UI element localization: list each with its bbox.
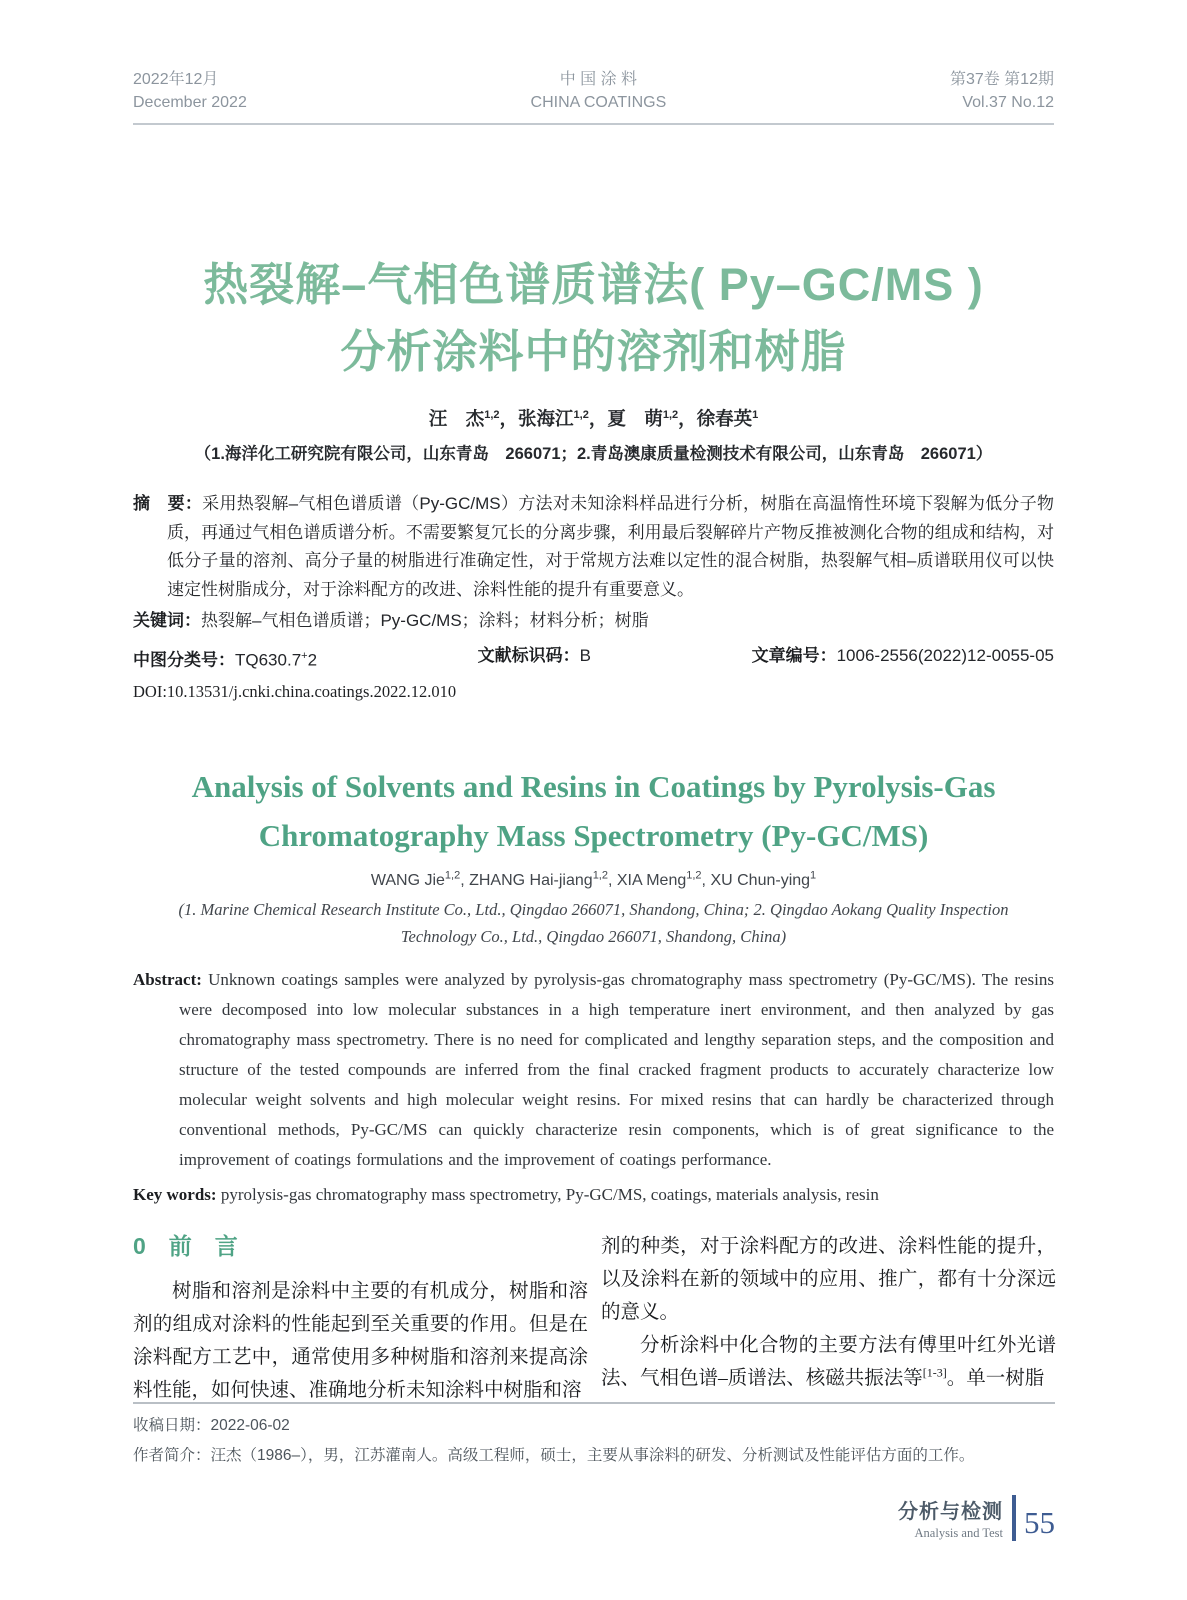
article-title-cn-line2: 分析涂料中的溶剂和树脂 xyxy=(340,326,847,377)
authors-en xyxy=(0,870,1187,890)
footer-section-en: Analysis and Test xyxy=(914,1526,1003,1540)
author-affiliation-superscript: 1,2 xyxy=(686,869,702,882)
page-header xyxy=(133,68,1054,125)
header-volume-issue xyxy=(950,68,1054,114)
author-name: ，徐春英$^1$ xyxy=(678,408,759,429)
keywords-en xyxy=(133,1181,1054,1209)
author-name: , XU Chun-ying$^1$ xyxy=(701,869,817,889)
footer-section-cn: 分析与检测 xyxy=(898,1501,1003,1523)
author-affiliation-superscript: 1,2 xyxy=(592,869,608,882)
document-code: 文献标识码：B xyxy=(477,646,591,665)
meta-row xyxy=(133,642,1054,675)
author-affiliation-superscript: 1,2 xyxy=(662,408,679,421)
section-heading: 0 前 言 xyxy=(133,1233,238,1259)
doi: DOI:10.13531/j.cnki.china.coatings.2022.12.010 xyxy=(133,681,457,701)
introduction-section xyxy=(133,1230,1055,1407)
author-name: WANG Jie$^{1,2}$ xyxy=(370,869,461,889)
article-id: 文章编号：1006-2556(2022)12-0055-05 xyxy=(751,646,1054,665)
journal-name-cn: 中 国 涂 料 xyxy=(559,71,638,88)
intro-paragraph-right-1: 剂的种类，对于涂料配方的改进、涂料性能的提升，以及涂料在新的领域中的应用、推广，都有十分深远的意义。 xyxy=(601,1236,1056,1323)
volume-issue-en: Vol.37 No.12 xyxy=(962,94,1054,111)
author-affiliation-superscript: 1,2 xyxy=(484,408,500,421)
intro-paragraph-left: 树脂和溶剂是涂料中主要的有机成分，树脂和溶剂的组成对涂料的性能起到至关重要的作用。但是在涂料配方工艺中，通常使用多种树脂和溶剂来提高涂料性能，如何快速、准确地分析未知涂料中树脂和溶 xyxy=(133,1281,588,1401)
header-date-cn: 2022年12月 xyxy=(133,71,219,88)
header-journal-name xyxy=(531,68,667,114)
abstract-label-en: Abstract: xyxy=(133,969,202,989)
author-name: ，张海江$^{1,2}$ xyxy=(499,408,589,429)
article-title-cn xyxy=(0,251,1187,385)
author-name: ，夏 萌$^{1,2}$ xyxy=(588,408,679,429)
keywords-label-en: Key words: xyxy=(133,1184,217,1204)
footer-divider-bar xyxy=(1012,1495,1016,1541)
footer-section-names xyxy=(898,1495,1003,1541)
page-number: 55 xyxy=(1024,1505,1055,1540)
keywords-text-cn: 热裂解–气相色谱质谱；Py-GC/MS；涂料；材料分析；树脂 xyxy=(201,611,649,630)
footnote-divider xyxy=(133,1402,1055,1404)
author-name: 汪 杰$^{1,2}$ xyxy=(428,408,500,429)
journal-name-en: CHINA COATINGS xyxy=(530,94,667,111)
received-date: 收稿日期：2022-06-02 xyxy=(133,1417,290,1434)
abstract-text-cn: 采用热裂解–气相色谱质谱（Py-GC/MS）方法对未知涂料样品进行分析，树脂在高温惰性环境下裂解为低分子物质，再通过气相色谱质谱分析。不需要繁复冗长的分离步骤，利用最后裂解碎片产物反推被测化合物的组成和结构，对低分子量的溶剂、高分子量的树脂进行准确定性，对于常规方法难以定性的混合树脂，热裂解气相–质谱联用仪可以快速定性树脂成分，对于涂料配方的改进、涂料性能的提升有重要意义。 xyxy=(167,494,1054,599)
header-issue-date xyxy=(133,68,247,114)
intro-paragraph-right-2: 分析涂料中化合物的主要方法有傅里叶红外光谱法、气相色谱–质谱法、核磁共振法等[1-3]。单一树脂 xyxy=(601,1335,1056,1389)
keywords-text-en: pyrolysis-gas chromatography mass spectrometry, Py-GC/MS, coatings, materials analysis, resin xyxy=(220,1184,879,1204)
author-name: , XIA Meng$^{1,2}$ xyxy=(607,869,702,889)
authors-cn xyxy=(0,405,1187,431)
author-affiliation-superscript: 1,2 xyxy=(444,869,461,882)
intro-column-right xyxy=(601,1230,1056,1407)
keywords-cn xyxy=(133,606,1054,636)
author-affiliation-superscript: 1 xyxy=(752,408,759,421)
article-title-en-line1: Analysis of Solvents and Resins in Coatings by Pyrolysis-Gas xyxy=(191,768,996,804)
abstract-text-en: Unknown coatings samples were analyzed by pyrolysis-gas chromatography mass spectrometry (Py-GC/MS). The resins were decomposed into low molecular substances in a high temperature inert environment, and then analyzed by gas chromatography mass spectrometry. There is no need for complicated and lengthy separation steps, and the composition and structure of the tested compounds are inferred from the final cracked fragment products to accurately characterize low molecular weight solvents and high molecular weight resins. For mixed resins that can hardly be characterized through conventional methods, Py-GC/MS can quickly characterize resin components, which is of great significance to the improvement of coatings formulations and the improvement of coatings performance. xyxy=(179,969,1055,1169)
abstract-cn xyxy=(133,490,1054,604)
article-title-en-line2: Chromatography Mass Spectrometry (Py-GC/MS) xyxy=(258,817,929,853)
abstract-label-cn: 摘 要： xyxy=(133,494,203,513)
author-affiliation-superscript: 1,2 xyxy=(573,408,589,421)
header-date-en: December 2022 xyxy=(133,94,247,111)
clc-number: 中图分类号：TQ630.7+2 xyxy=(133,650,318,670)
article-title-cn-line1: 热裂解–气相色谱质谱法( Py–GC/MS ) xyxy=(203,259,984,310)
affiliation-cn: （1.海洋化工研究院有限公司，山东青岛 266071；2.青岛澳康质量检测技术有限公司，山东青岛 266071） xyxy=(194,445,993,463)
footer-section-tab xyxy=(898,1495,1055,1541)
clc-superscript: + xyxy=(301,650,308,662)
intro-column-left xyxy=(133,1230,588,1407)
abstract-en xyxy=(133,965,1054,1175)
article-title-en xyxy=(0,762,1187,860)
author-name: , ZHANG Hai-jiang$^{1,2}$ xyxy=(460,869,608,889)
keywords-label-cn: 关键词： xyxy=(133,611,201,630)
citation-superscript: [1-3] xyxy=(922,1365,947,1380)
affiliation-en: (1. Marine Chemical Research Institute Co., Ltd., Qingdao 266071, Shandong, China; 2. Qingdao Aokang Quality Inspection Technology Co., Ltd., Qingdao 266071, Shandong, China) xyxy=(178,899,1009,946)
volume-issue-cn: 第37卷 第12期 xyxy=(949,71,1054,88)
author-affiliation-superscript: 1 xyxy=(810,869,817,882)
author-bio: 作者简介：汪杰（1986–），男，江苏灌南人。高级工程师，硕士，主要从事涂料的研发、分析测试及性能评估方面的工作。 xyxy=(133,1447,975,1464)
